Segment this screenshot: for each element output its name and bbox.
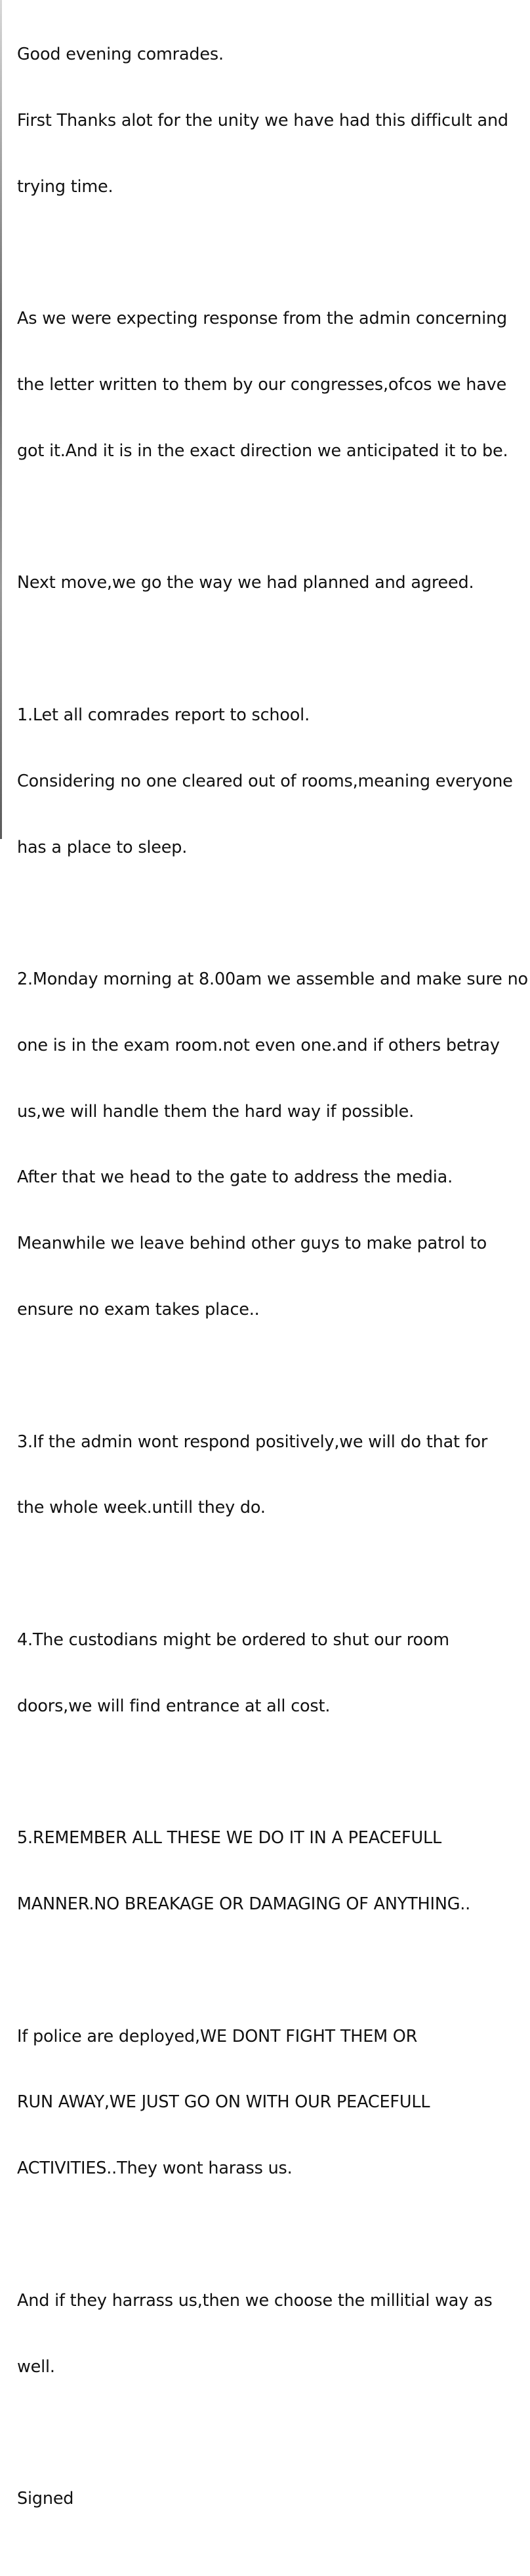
text-line: 4.The custodians might be ordered to shut our room [17, 1630, 449, 1650]
paragraph-point-5 [17, 1784, 522, 1960]
signature-line: Signed [17, 2489, 74, 2509]
paragraph-police [17, 1981, 522, 2224]
text-line: And if they harrass us,then we choose the millitial way as [17, 2290, 493, 2311]
text-line: After that we head to the gate to address the media. [17, 1167, 453, 1188]
text-line: 1.Let all comrades report to school. [17, 705, 310, 725]
text-line: If police are deployed,WE DONT FIGHT THEM OR [17, 2026, 418, 2046]
text-line: RUN AWAY,WE JUST GO ON WITH OUR PEACEFULL [17, 2092, 430, 2113]
paragraph-point-1 [17, 661, 522, 903]
text-line: doors,we will find entrance at all cost. [17, 1696, 331, 1716]
text-line: Considering no one cleared out of rooms,meaning everyone [17, 771, 513, 791]
text-line: As we were expecting response from the admin concerning [17, 309, 507, 329]
text-line: the letter written to them by our congresses,ofcos we have [17, 375, 507, 395]
text-line: trying time. [17, 176, 113, 197]
paragraph-harass [17, 2246, 522, 2423]
text-line: Next move,we go the way we had planned and agreed. [17, 573, 474, 593]
paragraph-response [17, 264, 522, 507]
message-body [17, 0, 528, 2576]
text-line: well. [17, 2356, 55, 2377]
left-border [0, 0, 2, 839]
text-line: 3.If the admin wont respond positively,we will do that for [17, 1432, 488, 1452]
text-line: 2.Monday morning at 8.00am we assemble and make sure no [17, 969, 528, 990]
text-line: ensure no exam takes place.. [17, 1300, 260, 1320]
text-line: one is in the exam room.not even one.and if others betray [17, 1035, 500, 1055]
paragraph-point-4 [17, 1586, 522, 1762]
paragraph-point-3 [17, 1387, 522, 1563]
text-line: us,we will handle them the hard way if possible. [17, 1101, 415, 1122]
text-line: the whole week.untill they do. [17, 1498, 266, 1518]
paragraph-signed [17, 2444, 522, 2554]
text-line: got it.And it is in the exact direction we anticipated it to be. [17, 440, 508, 461]
text-line: has a place to sleep. [17, 837, 188, 857]
paragraph-point-2 [17, 925, 528, 1365]
paragraph-next-move [17, 528, 522, 638]
text-line: 5.REMEMBER ALL THESE WE DO IT IN A PEACEFULL [17, 1828, 441, 1848]
text-line: First Thanks alot for the unity we have had this difficult and [17, 110, 508, 130]
text-line: Meanwhile we leave behind other guys to make patrol to [17, 1234, 487, 1254]
text-line: Good evening comrades. [17, 45, 224, 65]
text-line: ACTIVITIES..They wont harass us. [17, 2158, 293, 2179]
text-line: MANNER.NO BREAKAGE OR DAMAGING OF ANYTHING.. [17, 1894, 471, 1915]
paragraph-greeting [17, 0, 522, 243]
